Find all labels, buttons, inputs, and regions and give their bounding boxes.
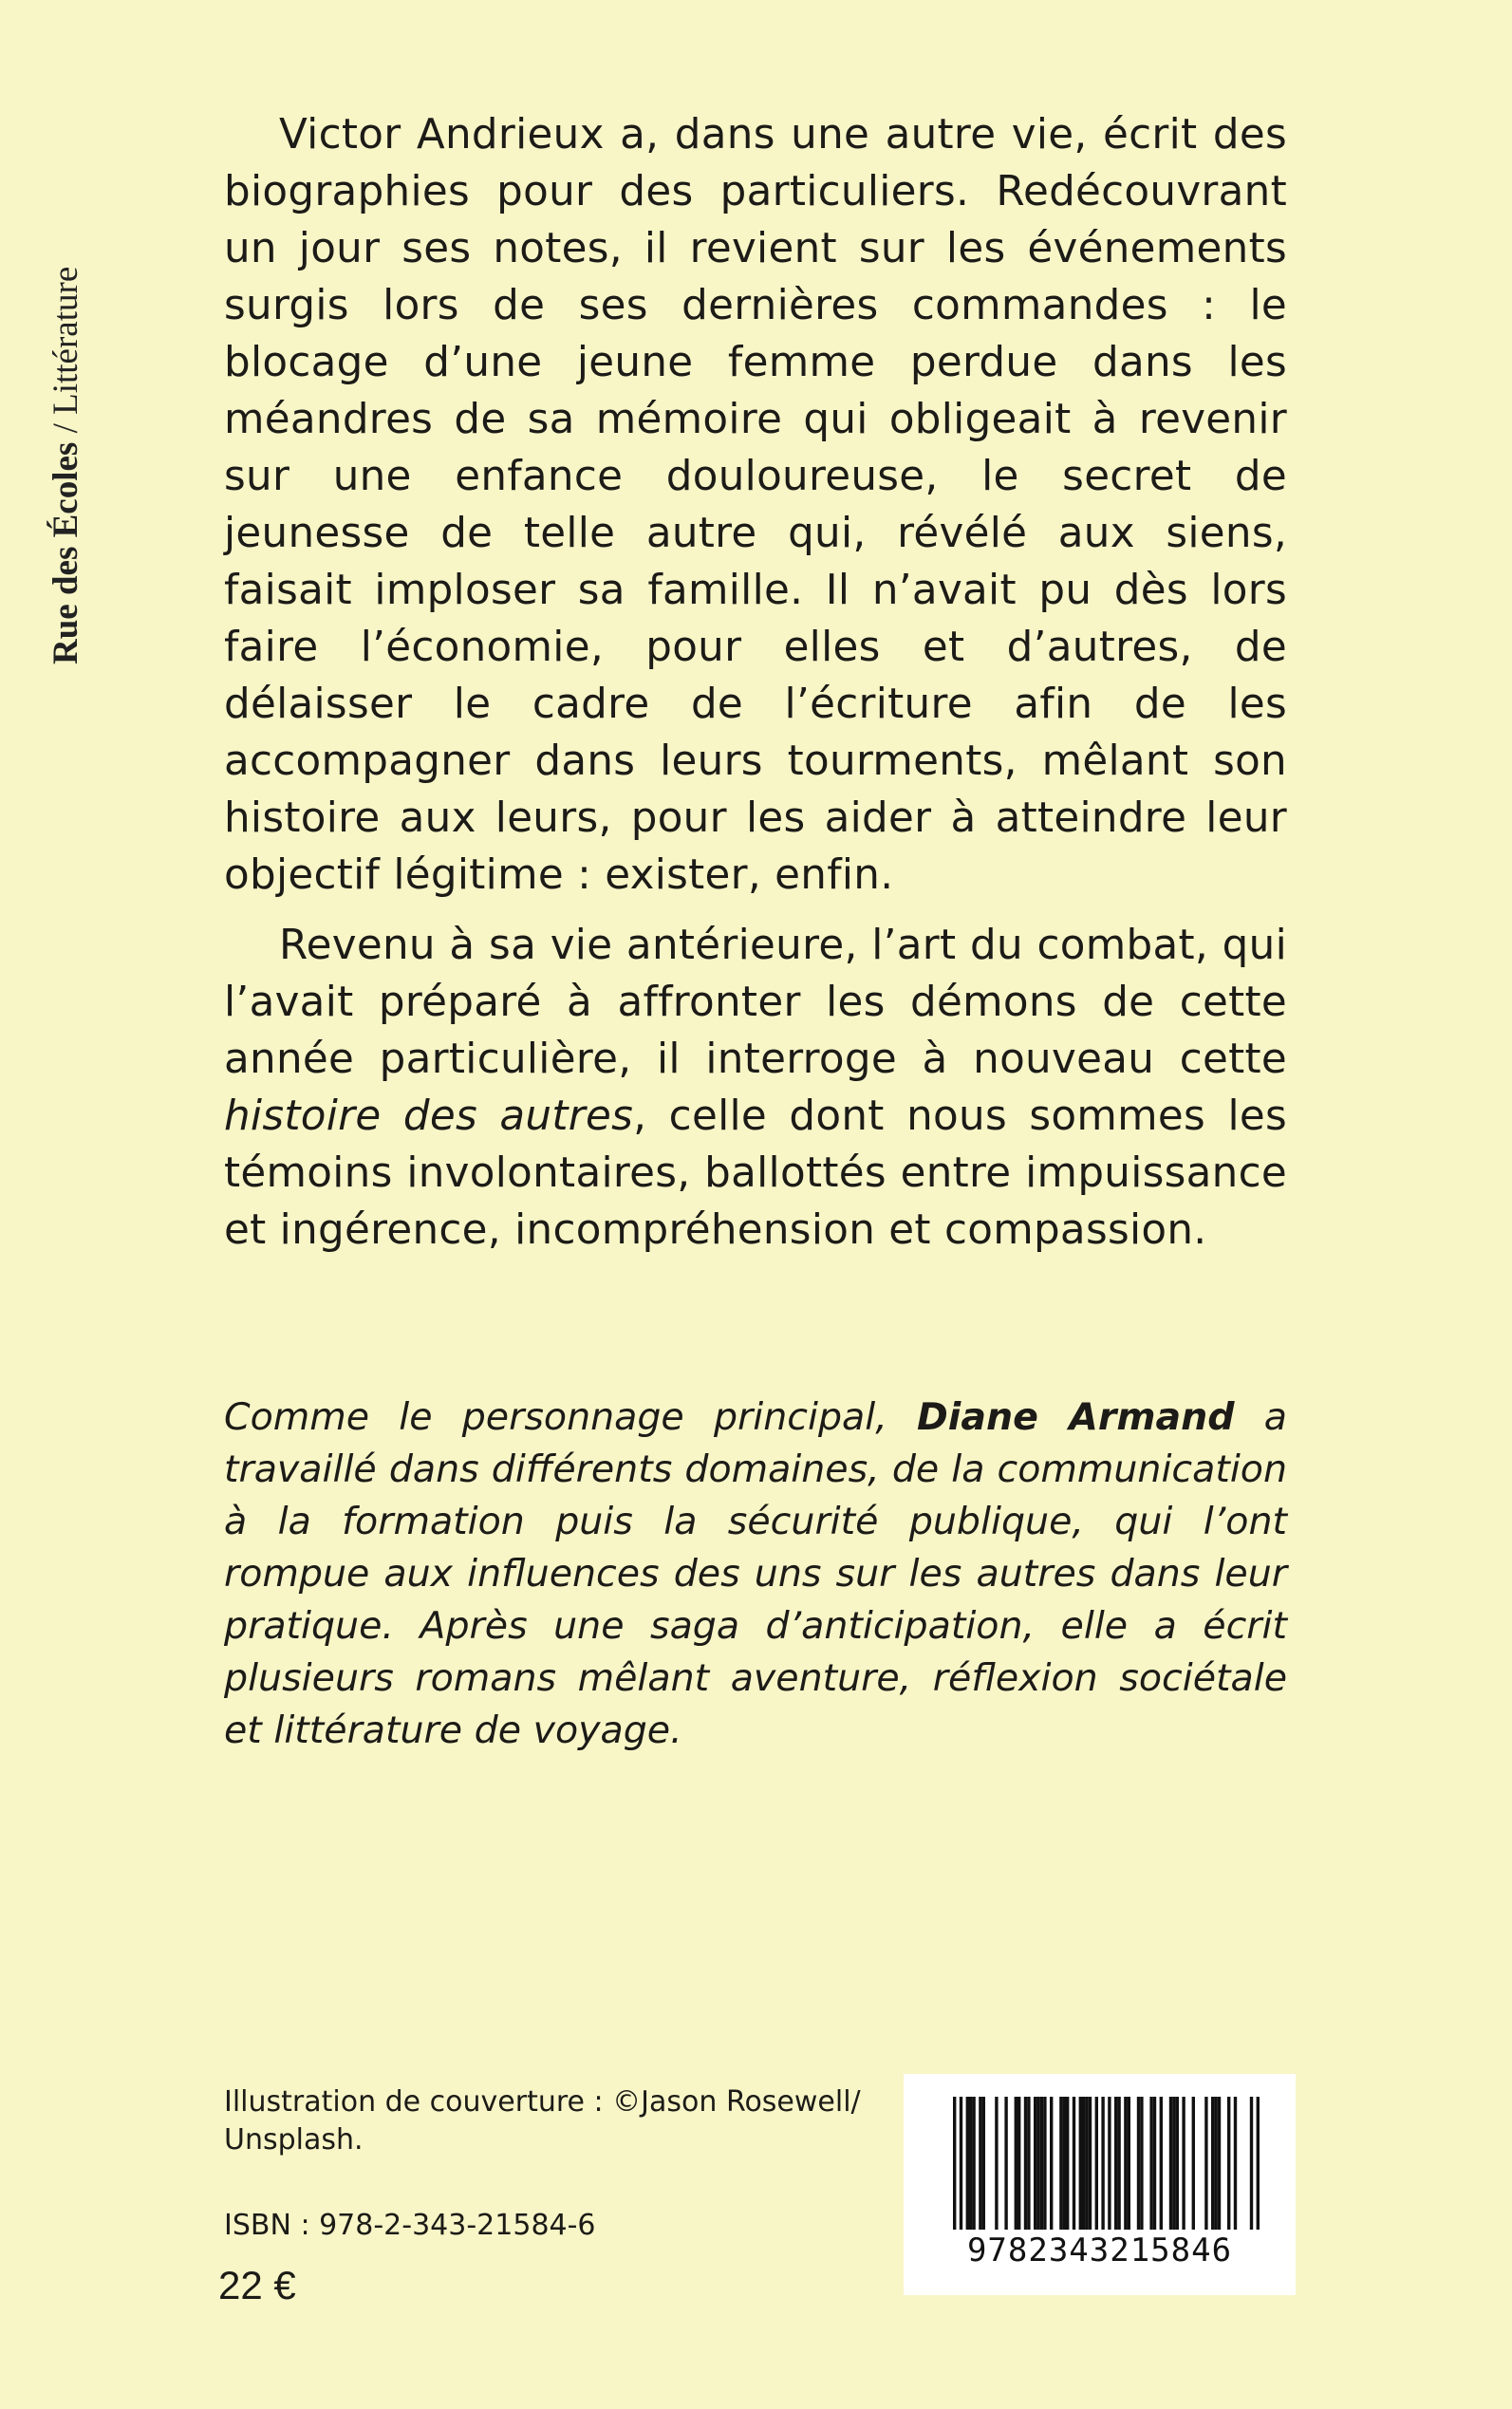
barcode-bar [1214, 2097, 1217, 2230]
blurb-p2-start: Revenu à sa vie antérieure, l’art du combat, qui l’avait préparé à affronter les démons de cette année particulière, il interroge à nouveau cette [224, 922, 1287, 1083]
barcode-bar [1024, 2097, 1027, 2230]
barcode-bar [1234, 2097, 1237, 2230]
barcode-bar [1082, 2097, 1085, 2230]
barcode-bar [1140, 2097, 1143, 2230]
barcode-bar [1211, 2097, 1214, 2230]
barcode-bar [1079, 2097, 1082, 2230]
barcode-bar [1004, 2097, 1007, 2230]
spine-separator: / [47, 414, 85, 442]
barcode-bar [1192, 2097, 1195, 2230]
barcode-bar [966, 2097, 969, 2230]
blurb-paragraph-2 [224, 917, 1287, 1259]
barcode-bar [1066, 2097, 1069, 2230]
price: 22 € [218, 2263, 296, 2307]
book-blurb [224, 106, 1287, 1259]
barcode-bar [1027, 2097, 1030, 2230]
barcode-bar [1043, 2097, 1046, 2230]
barcode-bar [1095, 2097, 1098, 2230]
barcode-bar [1257, 2097, 1260, 2230]
collection-name: Rue des Écoles [47, 441, 85, 664]
author-name: Diane Armand [917, 1395, 1235, 1439]
barcode-bar [1050, 2097, 1053, 2230]
barcode-bar [979, 2097, 981, 2230]
barcode-bar [1160, 2097, 1163, 2230]
barcode-bar [969, 2097, 972, 2230]
barcode-bar [1128, 2097, 1130, 2230]
author-bio-paragraph [224, 1391, 1287, 1757]
barcode-bar [1059, 2097, 1062, 2230]
barcode-bar [1172, 2097, 1175, 2230]
barcode-bar [1153, 2097, 1156, 2230]
barcode-bar [1063, 2097, 1066, 2230]
barcode-bar [1089, 2097, 1092, 2230]
barcode-bar [1117, 2097, 1120, 2230]
barcode-bar [1114, 2097, 1117, 2230]
author-bio [224, 1391, 1287, 1757]
barcode-bar [982, 2097, 985, 2230]
series-name: Littérature [47, 266, 85, 415]
barcode-bar [1017, 2097, 1020, 2230]
isbn: ISBN : 978-2-343-21584-6 [224, 2209, 596, 2242]
barcode [904, 2074, 1296, 2295]
barcode-bar [1124, 2097, 1127, 2230]
barcode-bar [1250, 2097, 1253, 2230]
barcode-bar [1085, 2097, 1088, 2230]
barcode-bar [1073, 2097, 1075, 2230]
blurb-paragraph-1: Victor Andrieux a, dans une autre vie, écrit des biographies pour des particuliers. Redécouvrant un jour ses notes, il revient sur les événements surgis lors de ses dernières commandes : le blocage d’une jeune femme perdue dans les méandres de sa mémoire qui obligeait à revenir sur une enfance douloureuse, le secret de jeunesse de telle autre qui, révélé aux siens, faisait imploser sa famille. Il n’avait pu dès lors faire l’économie, pour elles et d’autres, de délaisser le cadre de l’écriture afin de les accompagner dans leurs tourments, mêlant son histoire aux leurs, pour les aider à atteindre leur objectif légitime : exister, enfin. [224, 111, 1287, 899]
bio-start: Comme le personnage principal, [224, 1395, 917, 1439]
barcode-bar [1015, 2097, 1017, 2230]
barcode-bar [1176, 2097, 1179, 2230]
illustration-credit: Illustration de couverture : ©Jason Rosewell/ Unsplash. [224, 2085, 861, 2157]
barcode-bar [1149, 2097, 1152, 2230]
spine-label [38, 95, 95, 664]
book-title-italic: histoire des autres [224, 1092, 634, 1140]
barcode-bar [1137, 2097, 1140, 2230]
barcode-bar [1034, 2097, 1036, 2230]
barcode-bar [1040, 2097, 1043, 2230]
barcode-bar [1182, 2097, 1185, 2230]
barcode-digits: 9782343215846 [966, 2232, 1233, 2269]
barcode-bar [1108, 2097, 1111, 2230]
barcode-bar [1101, 2097, 1104, 2230]
barcode-bar [1218, 2097, 1221, 2230]
barcode-bar [1204, 2097, 1207, 2230]
barcode-bar [1169, 2097, 1172, 2230]
barcode-bar [1227, 2097, 1230, 2230]
barcode-bar [972, 2097, 975, 2230]
barcode-bar [953, 2097, 956, 2230]
barcode-bar [960, 2097, 962, 2230]
barcode-bar [995, 2097, 998, 2230]
barcode-bar [1036, 2097, 1039, 2230]
blurb-p2-end: , celle dont nous sommes les témoins involontaires, ballottés entre impuissance et ingérence, incompréhension et compassion. [224, 1092, 1287, 1254]
bio-end: a travaillé dans différents domaines, de la communication à la formation puis la sécurité publique, qui l’ont rompue aux influences des uns sur les autres dans leur pratique. Après une saga d’anticipation, elle a écrit plusieurs romans mêlant aventure, réflexion sociétale et littérature de voyage. [224, 1395, 1288, 1752]
